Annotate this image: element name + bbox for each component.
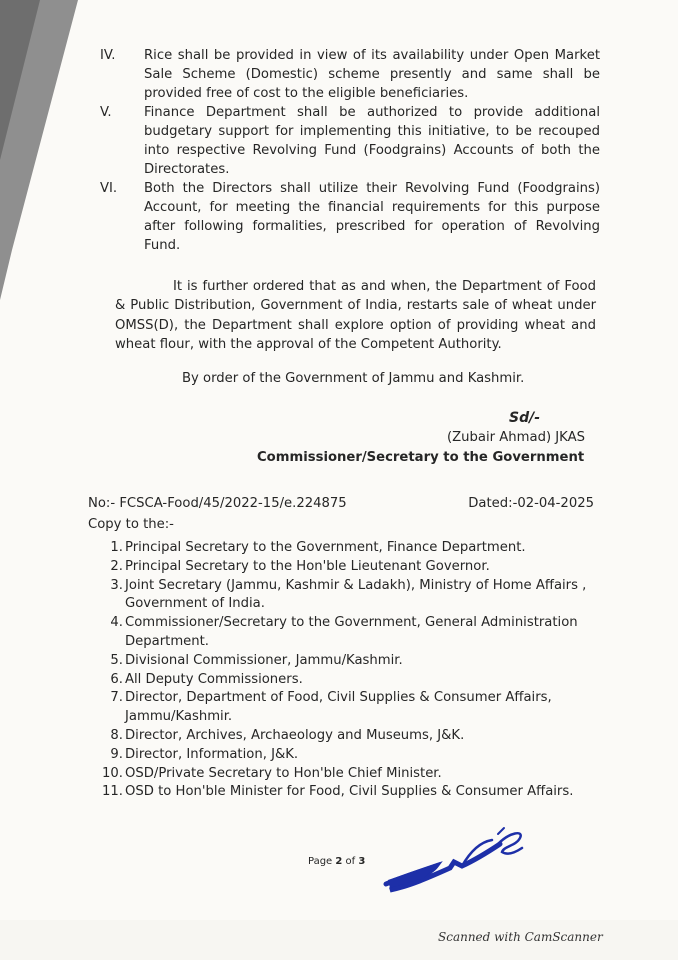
list-text: Divisional Commissioner, Jammu/Kashmir. <box>125 652 403 668</box>
page-number-of: of <box>342 856 359 867</box>
condition-item <box>100 103 600 179</box>
list-text: Director, Department of Food, Civil Supplies & Consumer Affairs, Jammu/Kashmir. <box>125 690 552 725</box>
list-number: 9. <box>110 746 123 762</box>
list-item <box>100 558 595 577</box>
page-number-prefix: Page <box>308 856 336 867</box>
scanner-watermark: Scanned with CamScanner <box>438 930 603 944</box>
list-text: Director, Archives, Archaeology and Museums, J&K. <box>125 727 465 743</box>
list-text: Joint Secretary (Jammu, Kashmir & Ladakh), Ministry of Home Affairs , Government of India. <box>125 577 587 612</box>
page-number-total: 3 <box>358 856 366 867</box>
list-item <box>100 539 595 558</box>
further-order-paragraph: It is further ordered that as and when, the Department of Food & Public Distribution, Government of India, restarts sale of wheat under OMSS(D), the Department shall explore option of providing wheat and wheat flour, with the approval of the Competent Authority. <box>115 279 596 352</box>
signatory-name: (Zubair Ahmad) JKAS <box>447 430 585 445</box>
reference-number: No:- FCSCA-Food/45/2022-15/e.224875 <box>88 496 347 511</box>
list-text: Director, Information, J&K. <box>125 746 299 762</box>
item-text: Rice shall be provided in view of its availability under Open Market Sale Scheme (Domestic) scheme presently and same shall be provided free of cost to the eligible beneficiaries. <box>144 48 600 101</box>
condition-item <box>100 179 600 255</box>
list-number: 1. <box>110 540 123 555</box>
signatory-designation: Commissioner/Secretary to the Government <box>257 450 585 465</box>
list-item <box>100 689 595 727</box>
list-number: 7. <box>110 690 123 706</box>
list-number: 4. <box>110 615 123 631</box>
list-item <box>100 783 595 802</box>
list-number: 2. <box>110 558 123 574</box>
item-number: VI. <box>100 181 118 196</box>
list-number: 11. <box>102 784 123 800</box>
list-item <box>100 652 595 671</box>
condition-item <box>100 46 600 103</box>
list-item <box>100 671 595 690</box>
item-text: Finance Department shall be authorized to provide additional budgetary support for implementing this initiative, to be recouped into respective Revolving Fund (Foodgrains) Accounts of both the Directorates. <box>144 105 600 177</box>
copy-to-label: Copy to the:- <box>88 517 174 532</box>
list-text: Principal Secretary to the Government, Finance Department. <box>125 540 526 555</box>
item-number: IV. <box>100 48 116 63</box>
reference-date: Dated:-02-04-2025 <box>468 496 594 511</box>
list-text: Principal Secretary to the Hon'ble Lieutenant Governor. <box>125 558 490 574</box>
list-number: 6. <box>110 671 123 687</box>
list-text: OSD/Private Secretary to Hon'ble Chief Minister. <box>125 765 442 781</box>
list-number: 3. <box>110 577 123 593</box>
list-number: 10. <box>102 765 123 781</box>
list-text: Commissioner/Secretary to the Government, General Administration Department. <box>125 615 578 649</box>
list-item <box>100 746 595 765</box>
page-number <box>308 856 365 867</box>
item-number: V. <box>100 105 112 120</box>
conditions-list <box>100 46 600 255</box>
handwritten-signature <box>380 822 530 897</box>
list-number: 5. <box>110 652 123 668</box>
list-item <box>100 577 595 615</box>
list-text: OSD to Hon'ble Minister for Food, Civil Supplies & Consumer Affairs. <box>125 784 574 800</box>
item-text: Both the Directors shall utilize their Revolving Fund (Foodgrains) Account, for meeting the financial requirements for this purpose after following formalities, prescribed for operation of Revolving Fund. <box>144 181 600 253</box>
list-number: 8. <box>110 727 123 743</box>
signed-mark: Sd/- <box>509 410 541 426</box>
list-item <box>100 614 595 652</box>
list-item <box>100 727 595 746</box>
copy-to-list <box>100 539 595 802</box>
reference-line <box>88 496 594 511</box>
list-item <box>100 765 595 784</box>
page-number-current: 2 <box>335 856 343 867</box>
list-text: All Deputy Commissioners. <box>125 671 303 687</box>
order-line: By order of the Government of Jammu and Kashmir. <box>182 371 525 386</box>
